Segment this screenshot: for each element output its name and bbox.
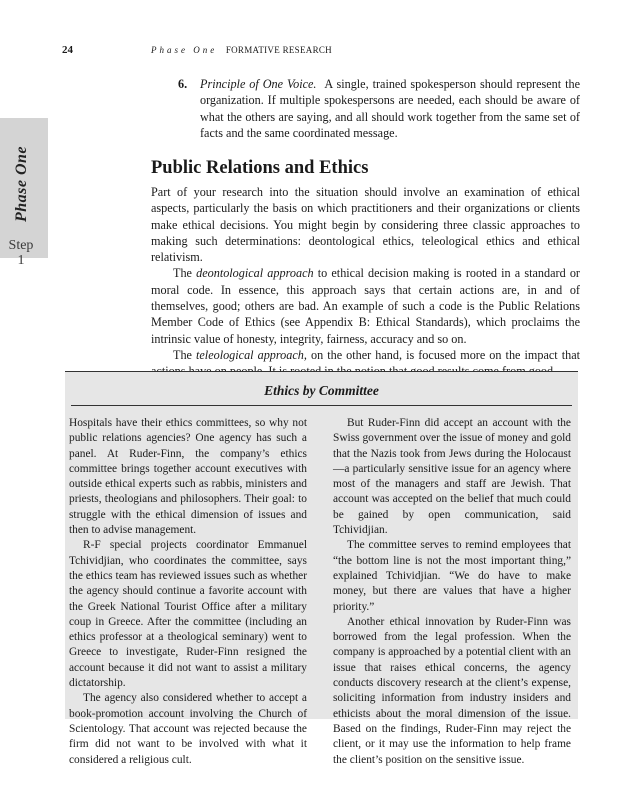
term-teleological: teleological approach, xyxy=(196,347,307,362)
sidebar-box xyxy=(65,371,578,766)
paragraph-text: The xyxy=(173,266,197,281)
principle-body xyxy=(178,76,580,141)
side-tab-step-number: 1 xyxy=(17,253,25,268)
page-number: 24 xyxy=(62,44,73,56)
box-paragraph: Hospitals have their ethics committees, so why not public relations agencies? One agency has such a panel. At Ruder-Finn, the company’s ethics committee brings together account executives with outside ethical experts such as rabbis, ministers and priests, theologians and philosophers. Their goal: to struggle with the ethical dimension of issues and then to advise management. xyxy=(69,417,307,537)
side-tab-step xyxy=(0,238,42,268)
running-header-section: FORMATIVE RESEARCH xyxy=(225,45,332,55)
paragraph-text: The xyxy=(173,347,197,362)
box-paragraph: The committee serves to remind employees that “the bottom line is not the most important thing,” explained Tchividjian. “We do have to make money, but there are values that have a higher priority.” xyxy=(333,539,571,613)
principle-item xyxy=(178,76,580,141)
paragraph-text: to ethical decision making is rooted in a standard or moral code. In essence, this approach says that certain actions are, in and of themselves, good; others are bad. An example of such a code is the Public Relations Member Code of Ethics (see Appendix B: Ethical Standards), which proclaims the intrinsic value of honesty, integrity, fairness, accuracy and so on. xyxy=(151,266,580,346)
paragraph: Part of your research into the situation should involve an examination of ethical aspects, particularly the basis on which practitioners and their organizations or clients make ethical decisions. You might begin by considering three classic approaches to making such determinations: deontological ethics, teleological ethics and ethical relativism. xyxy=(151,185,580,265)
principle-lead: Principle of One Voice. xyxy=(200,77,317,91)
term-deontological: deontological approach xyxy=(196,266,314,281)
running-header-phase: Phase One xyxy=(151,45,218,55)
side-tab-phase: Phase One xyxy=(13,145,30,223)
running-header xyxy=(151,45,332,55)
section-body xyxy=(151,184,580,380)
box-column-right xyxy=(333,416,571,768)
paragraph xyxy=(151,265,580,346)
box-column-left xyxy=(69,416,307,768)
box-paragraph: R-F special projects coordinator Emmanuel Tchividjian, who coordinates the committee, says the ethics team has reviewed issues such as whether the agency should continue a favorite account with the Greek National Tourist Office after a military coup in Greece. After the committee (including an ethics professor at a theological seminary) went to Greece to investigate, Ruder-Finn resigned the account because it did not want to assist a military dictatorship. xyxy=(69,539,307,690)
box-title: Ethics by Committee xyxy=(264,383,379,398)
box-paragraph: The agency also considered whether to accept a book-promotion account involving the Church of Scientology. That account was rejected because the firm did not want to be involved with what it considered a religious cult. xyxy=(69,692,307,766)
paragraph-text: on the other hand, is focused more on the impact that xyxy=(310,347,581,362)
box-paragraph: But Ruder-Finn did accept an account with the Swiss government over the issue of money and gold that the Nazis took from Jews during the Holocaust—a particularly sensitive issue for an agency where most of the managers and staff are Jewish. That account was accepted on the belief that much could be gained by open communication, said Tchividjian. xyxy=(333,417,571,537)
principle-number: 6. xyxy=(178,77,188,91)
principle-text: A single, trained spokesperson should represent the organization. If multiple spokespersons are needed, each should be aware of what the others are saying, and all should work together from the same set of facts and the same coordinated message. xyxy=(200,77,580,140)
box-divider xyxy=(71,405,572,406)
section-title: Public Relations and Ethics xyxy=(151,158,369,178)
box-paragraph: Another ethical innovation by Ruder-Finn was borrowed from the legal profession. When the company is approached by a potential client with an issue that raises ethical concerns, the agency conducts discovery research at the client’s expense, soliciting information from industry insiders and ethicists about the moral dimension of the issue. Based on the findings, Ruder-Finn may reject the client, or it may use the information to help frame the client’s position on the sensitive issue. xyxy=(333,615,571,766)
side-tab-step-word: Step xyxy=(8,238,34,253)
